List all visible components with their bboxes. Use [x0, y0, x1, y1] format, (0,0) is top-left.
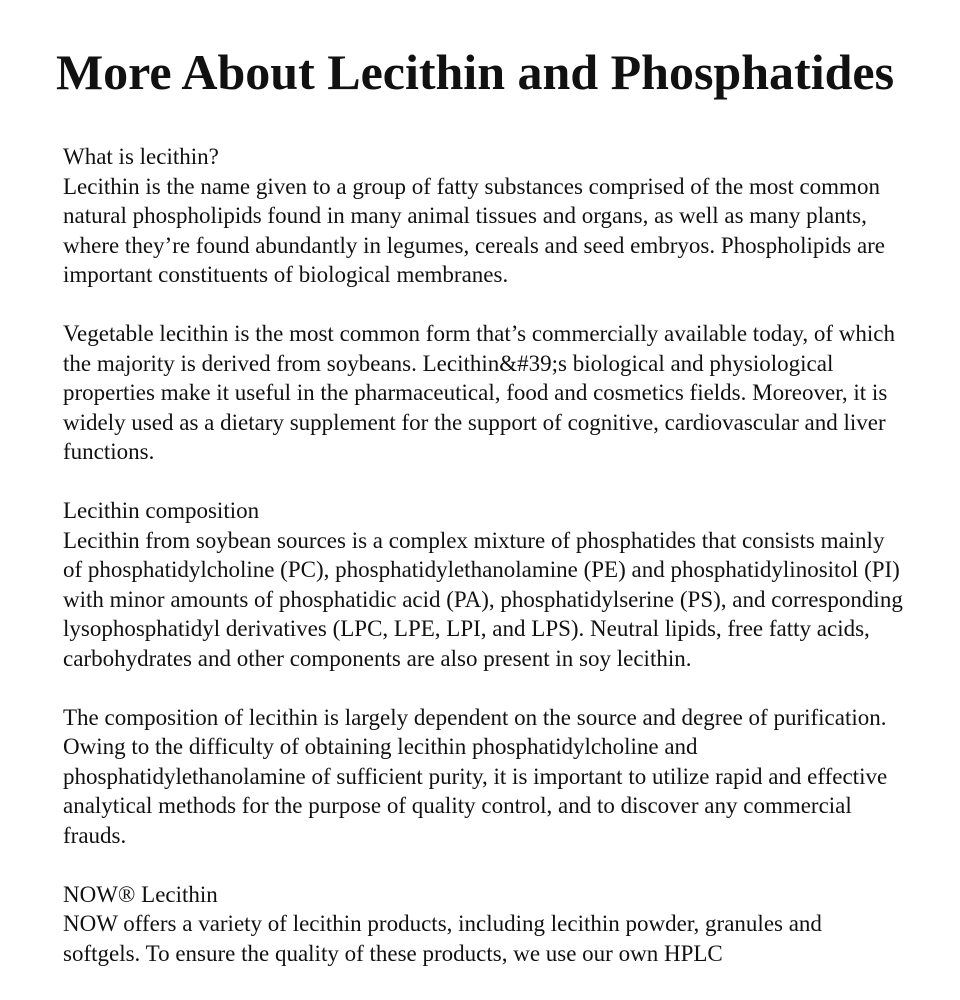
page-title: More About Lecithin and Phosphatides: [55, 44, 895, 100]
section-heading: NOW® Lecithin: [63, 881, 218, 907]
section-heading: What is lecithin?: [63, 144, 219, 169]
section-what-is-lecithin: [63, 142, 903, 290]
section-composition-dependence: [63, 703, 903, 851]
section-paragraph: Lecithin from soybean sources is a complex mixture of phosphatides that consists mainly of phosphatidylcholine (PC), phosphatidylethanolamine (PE) and phosphatidylinositol (PI) with minor amounts of phosphatidic acid (PA), phosphatidylserine (PS), and corresponding lysophosphatidyl derivatives (LPC, LPE, LPI, and LPS). Neutral lipids, free fatty acids, carbohydrates and other components are also present in soy lecithin.: [63, 527, 903, 671]
section-paragraph: The composition of lecithin is largely dependent on the source and degree of purification. Owing to the difficulty of obtaining lecithin phosphatidylcholine and phosphatidylethanolamine of sufficient purity, it is important to utilize rapid and effective analytical methods for the purpose of quality control, and to discover any commercial frauds.: [63, 704, 888, 848]
section-vegetable-lecithin: [63, 319, 903, 467]
article-body: [63, 142, 903, 998]
section-paragraph: NOW offers a variety of lecithin products, including lecithin powder, granules and softgels. To ensure the quality of these products, we use our own HPLC: [63, 911, 822, 966]
section-paragraph: Lecithin is the name given to a group of fatty substances comprised of the most common natural phospholipids found in many animal tissues and organs, as well as many plants, where they’re found abundantly in legumes, cereals and seed embryos. Phospholipids are important constituents of biological membranes.: [63, 173, 886, 287]
section-paragraph: Vegetable lecithin is the most common form that’s commercially available today, of which the majority is derived from soybeans. Lecithin&#39;s biological and physiological properties make it useful in the pharmaceutical, food and cosmetics fields. Moreover, it is widely used as a dietary supplement for the support of cognitive, cardiovascular and liver functions.: [63, 321, 896, 464]
section-heading: Lecithin composition: [63, 498, 260, 523]
section-lecithin-composition: [63, 496, 903, 673]
section-now-lecithin: [63, 880, 903, 969]
